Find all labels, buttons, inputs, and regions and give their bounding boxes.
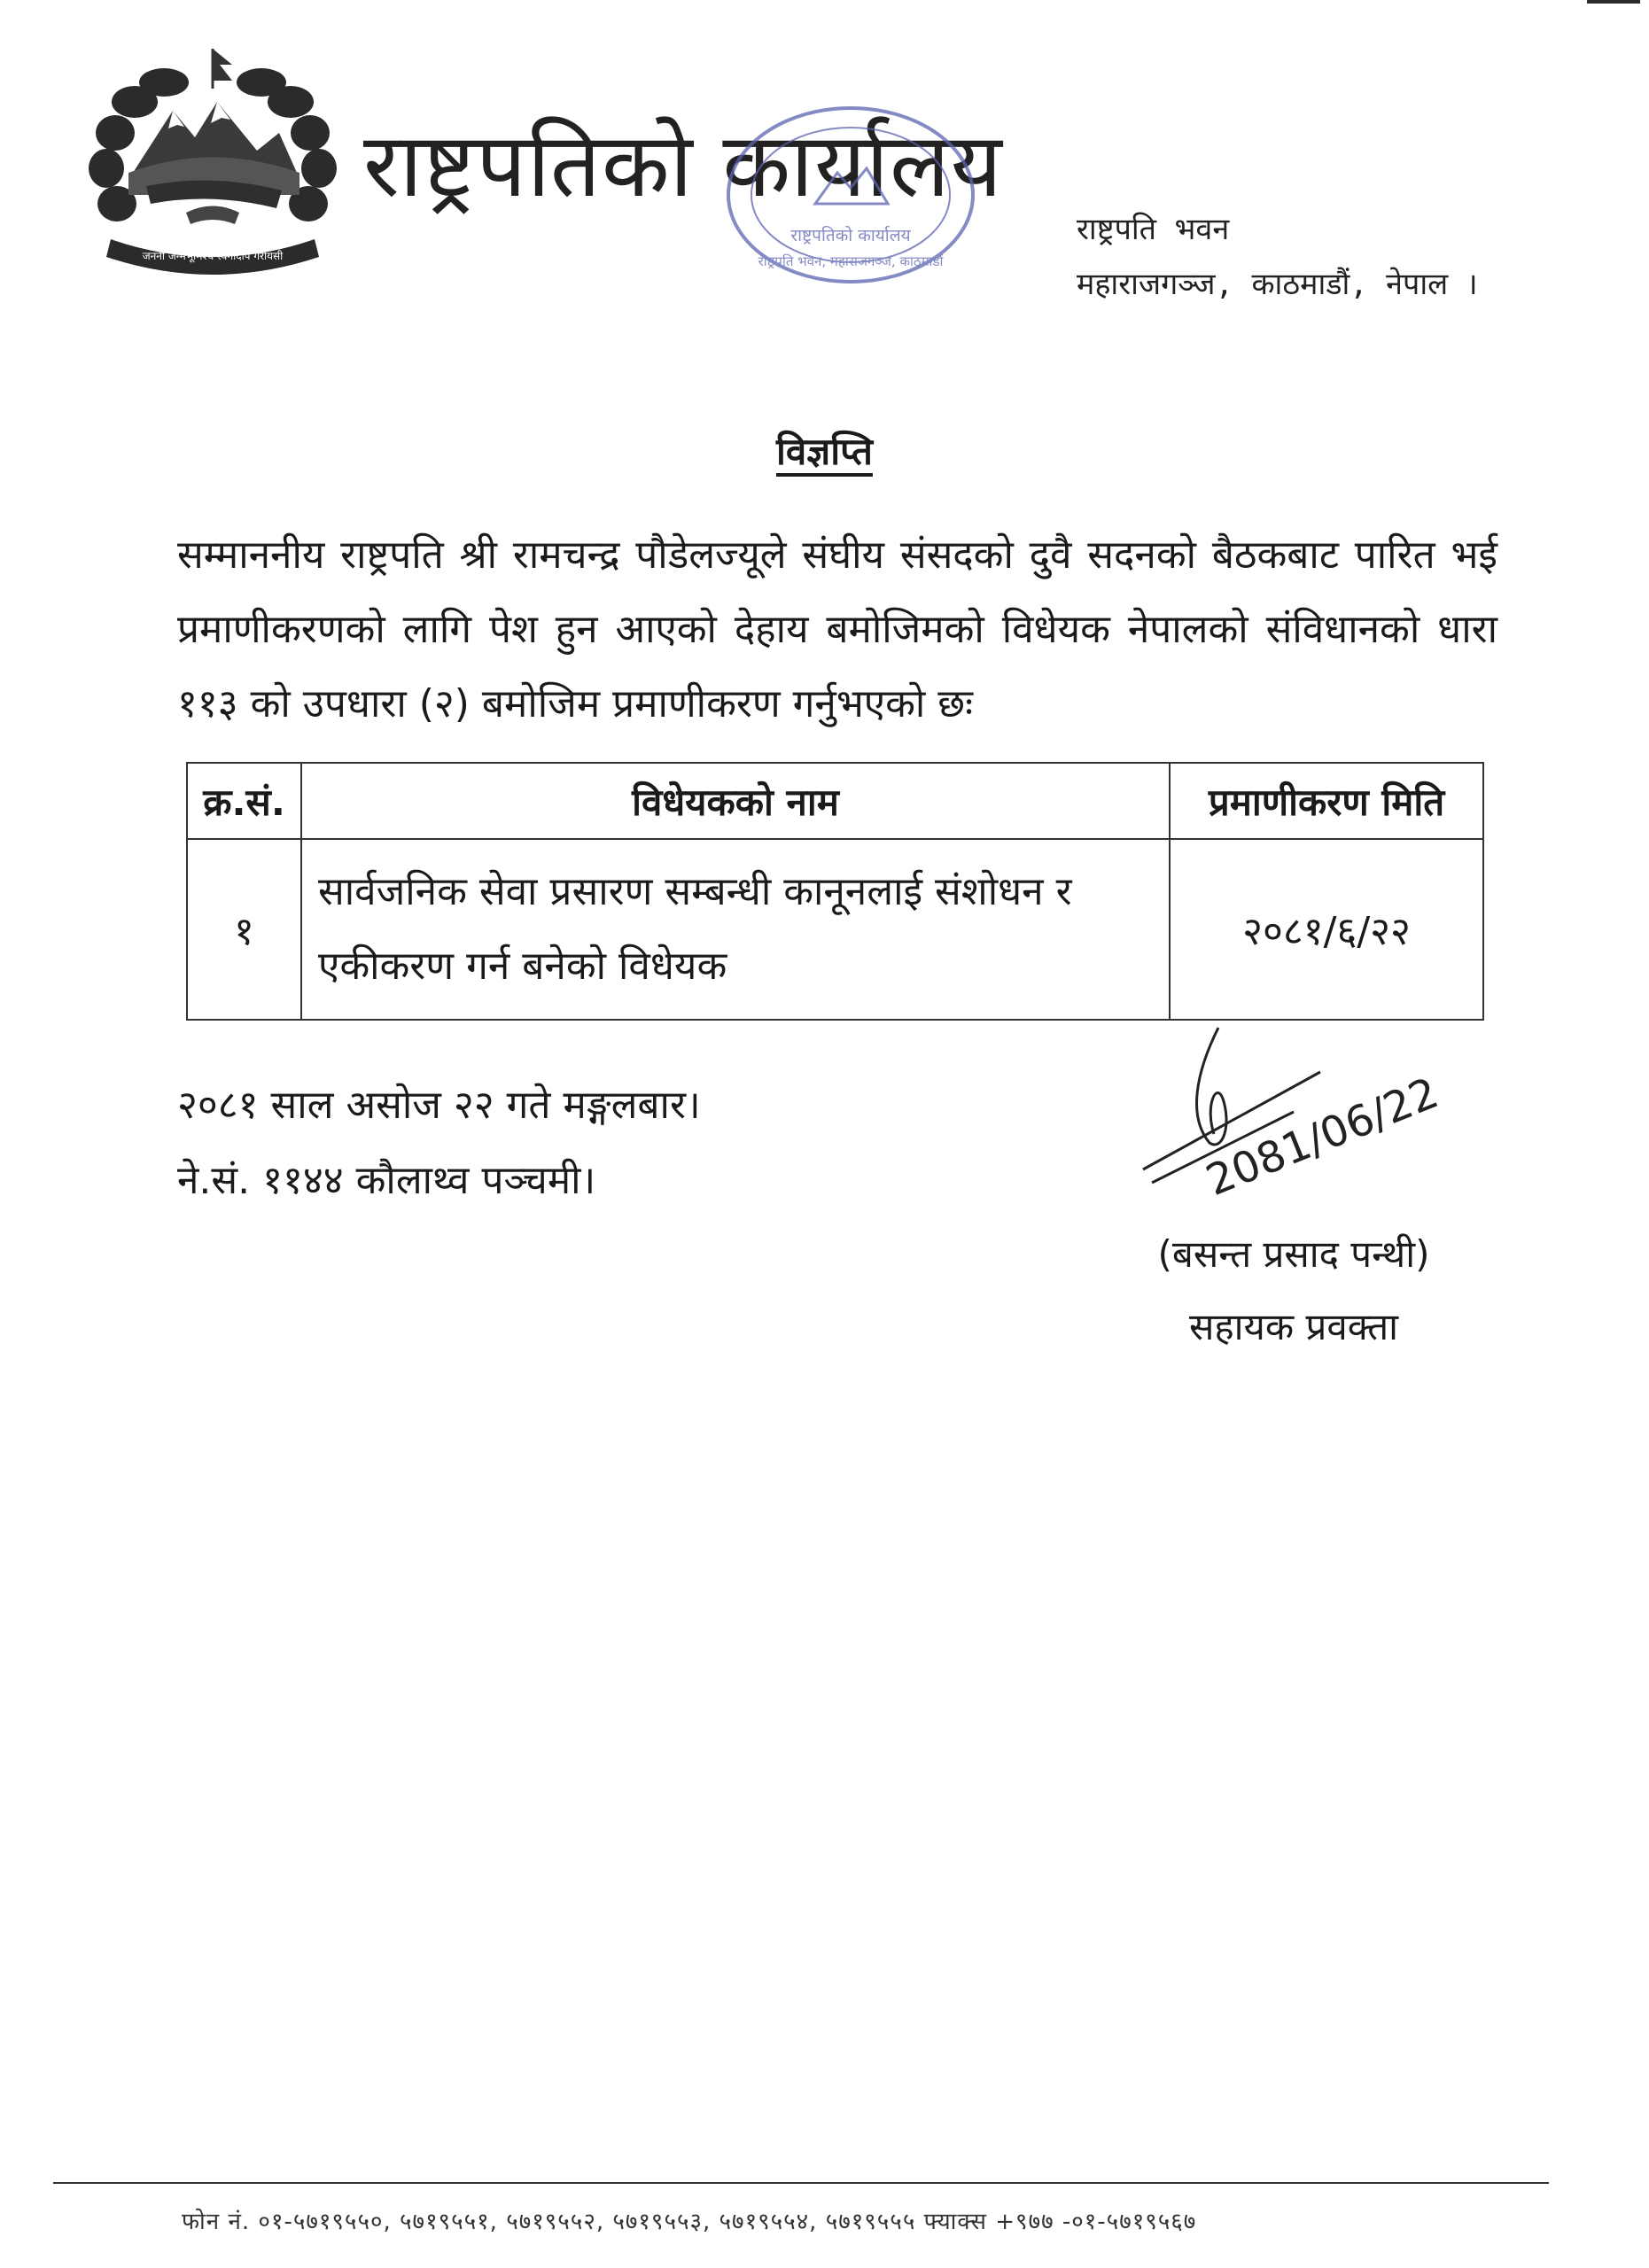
cell-serial: १: [187, 839, 301, 1020]
header-bill-name: विधेयकको नाम: [301, 763, 1170, 839]
signatory-name: (बसन्त प्रसाद पन्थी): [1157, 1232, 1430, 1276]
signatory-designation: सहायक प्रवक्ता: [1188, 1305, 1399, 1348]
issue-dates: [177, 1068, 701, 1218]
cell-certification-date: २०८१/६/२२: [1170, 839, 1483, 1020]
signatory-block: [1108, 1218, 1480, 1363]
notice-heading-text: विज्ञप्ति: [776, 430, 873, 473]
svg-text:राष्ट्रपति भवन, महाराजगञ्ज, का: राष्ट्रपति भवन, महाराजगञ्ज, काठमाडौं: [758, 253, 944, 269]
page-edge-mark: [1587, 0, 1640, 4]
cell-bill-name: सार्वजनिक सेवा प्रसारण सम्बन्धी कानूनलाई संशोधन र एकीकरण गर्न बनेको विधेयक: [301, 839, 1170, 1020]
table-header-row: [187, 763, 1483, 839]
table-row: [187, 839, 1483, 1020]
address-line-1: राष्ट्रपति भवन: [1077, 212, 1230, 247]
bikram-sambat-date: २०८१ साल असोज २२ गते मङ्गलबार।: [177, 1083, 701, 1128]
address-line-2: महाराजगञ्ज, काठमाडौं, नेपाल ।: [1077, 267, 1478, 302]
bill-table: [186, 762, 1484, 1021]
nepal-sambat-date: ने.सं. ११४४ कौलाथ्व पञ्चमी।: [177, 1158, 596, 1203]
handwritten-signature-icon: [1134, 1019, 1471, 1223]
header-serial: क्र.सं.: [187, 763, 301, 839]
office-title: राष्ट्रपतिको कार्यालय: [363, 113, 1003, 217]
notice-heading: [0, 425, 1649, 476]
svg-text:2081/06/22: 2081/06/22: [1199, 1068, 1446, 1207]
nepal-emblem-icon: [80, 40, 346, 279]
office-address: [1077, 202, 1478, 312]
footer-divider: [53, 2182, 1549, 2184]
footer-contact: फोन नं. ०१-५७१९५५०, ५७१९५५१, ५७१९५५२, ५७१९५५३, ५७१९५५४, ५७१९५५५ फ्याक्स +९७७ -०१-५७१९५६७: [182, 2209, 1197, 2235]
header-certification-date: प्रमाणीकरण मिति: [1170, 763, 1483, 839]
svg-text:जननी जन्मभूमिश्च स्वर्गादपि गर: जननी जन्मभूमिश्च स्वर्गादपि गरीयसी: [142, 250, 284, 262]
official-stamp-icon: [718, 97, 984, 292]
svg-text:राष्ट्रपतिको कार्यालय: राष्ट्रपतिको कार्यालय: [790, 226, 911, 245]
notice-paragraph: सम्माननीय राष्ट्रपति श्री रामचन्द्र पौडेलज्यूले संघीय संसदको दुवै सदनको बैठकबाट पारित भई प्रमाणीकरणको लागि पेश हुन आएको देहाय बमोजिमको विधेयक नेपालको संविधानको धारा ११३ को उपधारा (२) बमोजिम प्रमाणीकरण गर्नुभएको छः: [177, 532, 1497, 726]
